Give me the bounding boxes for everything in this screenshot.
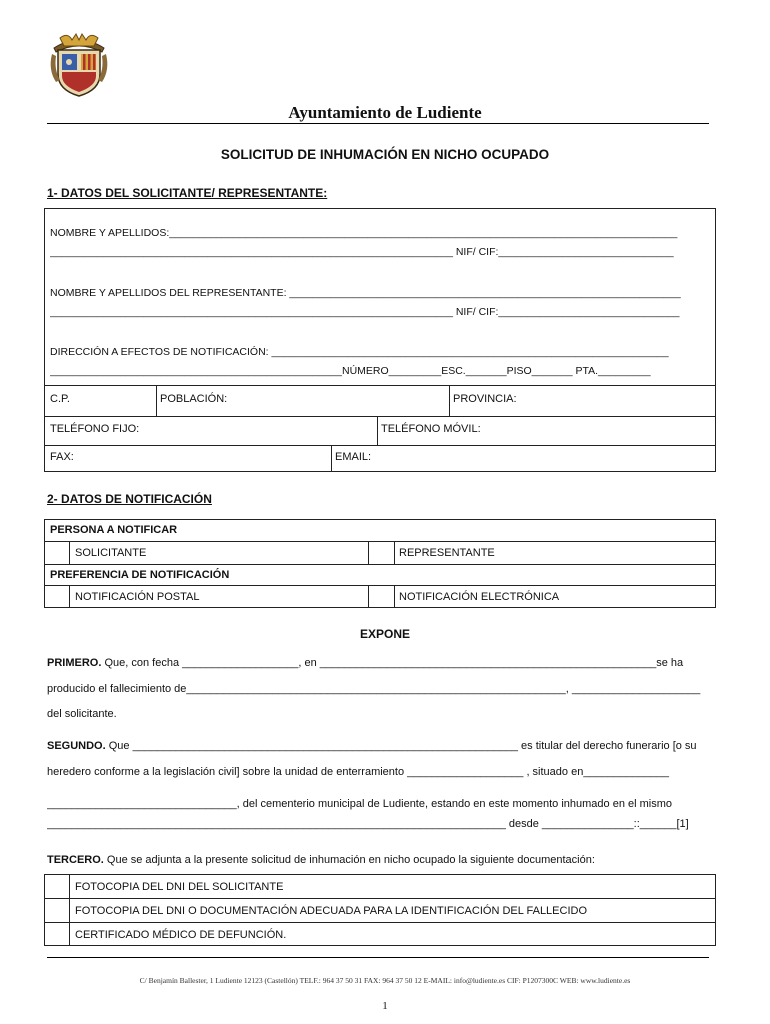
document-item: FOTOCOPIA DEL DNI O DOCUMENTACIÓN ADECUADA PARA LA IDENTIFICACIÓN DEL FALLECIDO [75, 905, 588, 917]
divider [44, 564, 716, 565]
town-label[interactable]: POBLACIÓN: [160, 393, 228, 405]
postal-code-label[interactable]: C.P. [50, 393, 70, 405]
landline-label[interactable]: TELÉFONO FIJO: [50, 423, 140, 435]
divider [449, 385, 450, 416]
tercero-label: TERCERO. [47, 854, 104, 866]
representative-nif-field[interactable]: _____________________________________________________________________ NIF/ CIF:_______________________________ [50, 306, 680, 318]
primero-label: PRIMERO. [47, 657, 102, 669]
section1-title: 1- DATOS DEL SOLICITANTE/ REPRESENTANTE: [47, 186, 328, 200]
applicant-option-label: SOLICITANTE [75, 547, 147, 559]
representative-checkbox[interactable] [372, 545, 390, 560]
address-field[interactable]: DIRECCIÓN A EFECTOS DE NOTIFICACIÓN: ____________________________________________________________________ [50, 346, 669, 358]
divider [69, 585, 70, 608]
document-item: CERTIFICADO MÉDICO DE DEFUNCIÓN. [75, 929, 287, 941]
divider [44, 922, 716, 923]
tercero-line-1 [47, 854, 713, 866]
divider [69, 541, 70, 564]
header-rule [47, 123, 709, 124]
primero-text-1: Que, con fecha ___________________, en _______________________________________________________se ha [101, 657, 684, 669]
divider [44, 385, 716, 386]
segundo-line-1[interactable] [47, 740, 713, 752]
coat-of-arms-logo [48, 30, 110, 98]
province-label[interactable]: PROVINCIA: [453, 393, 517, 405]
person-to-notify-heading: PERSONA A NOTIFICAR [50, 524, 178, 536]
applicant-checkbox[interactable] [48, 545, 65, 560]
address-number-field[interactable]: __________________________________________________NÚMERO_________ESC._______PISO_______ PTA._________ [50, 365, 651, 377]
page-number: 1 [382, 1000, 388, 1012]
document-checkbox[interactable] [48, 878, 65, 894]
notification-preference-heading: PREFERENCIA DE NOTIFICACIÓN [50, 569, 230, 581]
divider [394, 585, 395, 608]
postal-notification-label: NOTIFICACIÓN POSTAL [75, 591, 200, 603]
organization-title: Ayuntamiento de Ludiente [288, 103, 482, 122]
footer-address: C/ Benjamín Ballester, 1 Ludiente 12123 (Castellón) TELF.: 964 37 50 31 FAX: 964 37 50 12 E-MAIL: info@ludiente.es CIF: P1207300C WEB: www.ludiente.es [139, 976, 631, 985]
segundo-line-3[interactable]: _______________________________, del cementerio municipal de Ludiente, estando en este momento inhumado en el mismo [47, 798, 673, 810]
divider [156, 385, 157, 416]
representative-option-label: REPRESENTANTE [399, 547, 495, 559]
primero-line-3: del solicitante. [47, 708, 117, 720]
electronic-notification-checkbox[interactable] [372, 589, 390, 604]
divider [368, 585, 369, 608]
document-title: SOLICITUD DE INHUMACIÓN EN NICHO OCUPADO [220, 147, 550, 162]
segundo-label: SEGUNDO. [47, 740, 106, 752]
representative-name-field[interactable]: NOMBRE Y APELLIDOS DEL REPRESENTANTE: ___________________________________________________________________ [50, 287, 681, 299]
electronic-notification-label: NOTIFICACIÓN ELECTRÓNICA [399, 591, 560, 603]
expone-heading: EXPONE [359, 627, 410, 641]
divider [44, 416, 716, 417]
segundo-line-2[interactable]: heredero conforme a la legislación civil] sobre la unidad de enterramiento ___________________ , situado en______________ [47, 766, 669, 778]
divider [331, 445, 332, 472]
document-item: FOTOCOPIA DEL DNI DEL SOLICITANTE [75, 881, 284, 893]
email-label[interactable]: EMAIL: [335, 451, 372, 463]
segundo-text-1: Que _______________________________________________________________ es titular del derecho funerario [o su [105, 740, 697, 752]
segundo-line-4[interactable]: ___________________________________________________________________________ desde _______________::______[1] [47, 818, 689, 830]
divider [69, 874, 70, 946]
divider [44, 898, 716, 899]
divider [394, 541, 395, 564]
divider [44, 445, 716, 446]
nif-field[interactable]: _____________________________________________________________________ NIF/ CIF:______________________________ [50, 246, 674, 258]
section2-title: 2- DATOS DE NOTIFICACIÓN [47, 492, 212, 506]
mobile-label[interactable]: TELÉFONO MÓVIL: [381, 423, 481, 435]
name-field[interactable]: NOMBRE Y APELLIDOS:_______________________________________________________________________________________ [50, 227, 678, 239]
fax-label[interactable]: FAX: [50, 451, 74, 463]
postal-notification-checkbox[interactable] [48, 589, 65, 604]
primero-line-2[interactable]: producido el fallecimiento de______________________________________________________________, _____________________ [47, 683, 701, 695]
divider [377, 416, 378, 445]
document-checkbox[interactable] [48, 926, 65, 942]
tercero-text-1: Que se adjunta a la presente solicitud de inhumación en nicho ocupado la siguiente documentación: [103, 854, 595, 866]
primero-line-1[interactable] [47, 657, 713, 669]
divider [368, 541, 369, 564]
divider [44, 541, 716, 542]
document-checkbox[interactable] [48, 902, 65, 918]
divider [44, 585, 716, 586]
footer-rule [47, 957, 709, 958]
